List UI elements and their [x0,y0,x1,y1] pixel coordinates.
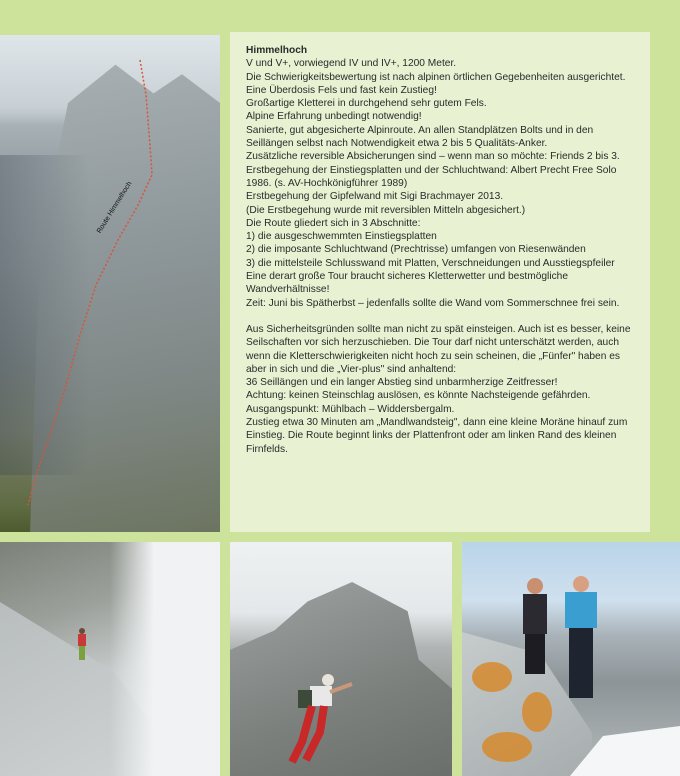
text-line: Sanierte, gut abgesicherte Alpinroute. An allen Standplätzen Bolts und in den Seillängen selbst nach Notwendigkeit etwa 2 bis 5 Qualitäts-Anker. [246,124,594,150]
text-line: (Die Erstbegehung wurde mit reversiblen Mitteln abgesichert.) [246,204,526,216]
article-title: Himmelhoch [246,45,308,56]
text-line: Großartige Kletterei in durchgehend sehr gutem Fels. [246,98,487,110]
section-item: 3) die mittelsteile Schlusswand mit Platten, Verschneidungen und Ausstiegspfeiler [246,257,615,269]
lichen [482,732,532,762]
climber-in-fog-photo [0,542,220,776]
climber-figure [70,626,94,666]
text-line: Ausgangspunkt: Mühlbach – Widdersbergalm. [246,403,455,415]
climber-scrambling-photo [230,542,452,776]
section-item: 1) die ausgeschwemmten Einstiegsplatten [246,231,437,243]
main-mountain-photo [0,35,220,532]
text-line: Zustieg etwa 30 Minuten am „Mandlwandsteig", dann eine kleine Moräne hinauf zum Einstieg. Die Route beginnt links der Plattenfront oder am linken Rand des kleinen Firnfelds. [246,417,628,455]
text-line: Erstbegehung der Gipfelwand mit Sigi Brachmayer 2013. [246,191,504,203]
text-line: Die Schwierigkeitsbewertung ist nach alpinen örtlichen Gegebenheiten ausgerichtet. [246,71,626,83]
text-line: Alpine Erfahrung unbedingt notwendig! [246,111,422,123]
text-line: Aus Sicherheitsgründen sollte man nicht zu spät einsteigen. Auch ist es besser, keine Seilschaften vor sich herzuschieben. Die Tour darf nicht unterschätzt werden, auch wenn die Kletterschwierigkeiten nicht hoch zu sein scheinen, die „Fünfer" haben es aber in sich und die „Vier-plus" sind anhaltend: [246,323,631,375]
text-line: Achtung: keinen Steinschlag auslösen, es könnte Nachsteigende gefährden. [246,390,591,402]
two-climbers [487,572,627,732]
summit-climbers-photo [462,542,680,776]
text-line: Eine Überdosis Fels und fast kein Zustieg! [246,84,437,96]
text-line: Zeit: Juni bis Spätherbst – jedenfalls sollte die Wand vom Sommerschnee frei sein. [246,297,620,309]
text-line: Zusätzliche reversible Absicherungen sind – wenn man so möchte: Friends 2 bis 3. [246,151,620,163]
climber-figure [280,662,360,772]
text-line: V und V+, vorwiegend IV und IV+, 1200 Meter. [246,58,457,70]
section-item: 2) die imposante Schluchtwand (Prechtrisse) umfangen von Riesenwänden [246,244,586,256]
text-line: 36 Seillängen und ein langer Abstieg sind unbarmherzige Zeitfresser! [246,377,558,389]
paragraph-gap [246,310,636,323]
text-line: Eine derart große Tour braucht sicheres Kletterwetter und bestmögliche Wandverhältnisse! [246,271,569,296]
route-label: Route Himmelhoch [96,180,134,235]
text-line: Die Route gliedert sich in 3 Abschnitte: [246,217,421,229]
article-textbox [230,32,650,532]
text-line: Erstbegehung der Einstiegsplatten und der Schluchtwand: Albert Precht Free Solo 1986. (s. AV-Hochkönigführer 1989) [246,164,617,189]
route-line [0,35,220,532]
fog [110,542,220,776]
